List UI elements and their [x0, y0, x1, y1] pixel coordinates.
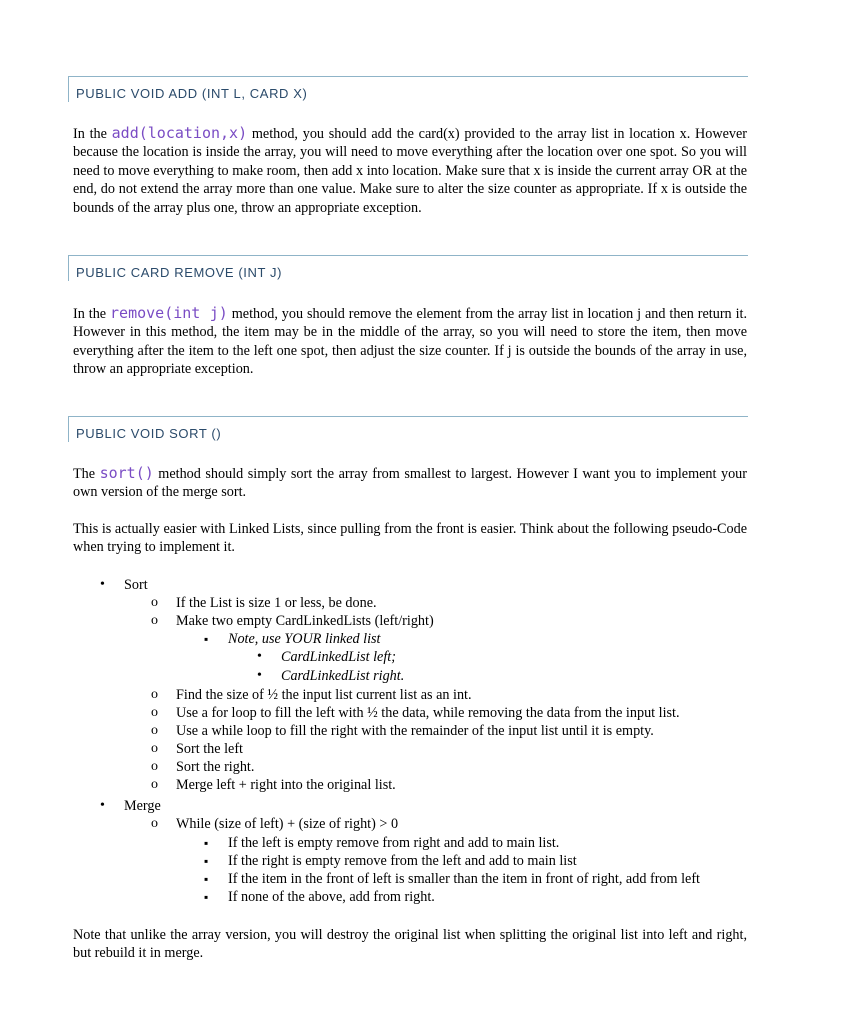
text: In the [73, 126, 112, 142]
text: method should simply sort the array from smallest to largest. However I want you to implement your own version of the merge sort. [73, 466, 748, 501]
section-heading-add [68, 76, 748, 102]
merge-item-2: If the right is empty remove from the left and add to main list [228, 853, 577, 869]
square-bullet: ▪ [204, 854, 209, 868]
heading-text: PUBLIC VOID SORT () [76, 426, 222, 441]
circle-bullet: o [151, 705, 158, 720]
square-bullet: ▪ [204, 836, 209, 850]
sort-item-3: Find the size of ½ the input list current list as an int. [176, 687, 472, 703]
section-heading-remove [68, 255, 748, 281]
sort-paragraph-1 [73, 464, 747, 502]
text: In the [73, 306, 111, 322]
square-bullet: ▪ [204, 632, 209, 646]
circle-bullet: o [151, 741, 158, 756]
merge-item-3: If the item in the front of left is smaller than the item in front of right, add from left [228, 871, 700, 887]
sort-right-decl: CardLinkedList right. [281, 668, 405, 684]
merge-item-1: If the left is empty remove from right and add to main list. [228, 835, 560, 851]
circle-bullet: o [151, 777, 158, 792]
merge-while: While (size of left) + (size of right) > 0 [176, 816, 399, 832]
circle-bullet: o [151, 723, 158, 738]
square-bullet: ▪ [204, 890, 209, 904]
heading-text: PUBLIC CARD REMOVE (INT J) [76, 265, 283, 280]
heading-text: PUBLIC VOID ADD (INT L, CARD X) [76, 86, 308, 101]
text: The [73, 466, 100, 482]
section-heading-sort [68, 416, 748, 442]
sort-note: Note, use YOUR linked list [228, 631, 381, 647]
circle-bullet: o [151, 595, 158, 610]
circle-bullet: o [151, 759, 158, 774]
merge-item-4: If none of the above, add from right. [228, 889, 435, 905]
sort-item-8: Merge left + right into the original list. [176, 777, 396, 793]
sort-left-decl: CardLinkedList left; [281, 649, 396, 665]
remove-paragraph [73, 304, 747, 379]
circle-bullet: o [151, 687, 158, 702]
code-sort: sort() [99, 464, 154, 482]
circle-bullet: o [151, 613, 158, 628]
sort-paragraph-2: This is actually easier with Linked Lists, since pulling from the front is easier. Think about the following pseudo-Code when trying to implement it. [73, 521, 747, 556]
circle-bullet: o [151, 816, 158, 831]
sort-item-4: Use a for loop to fill the left with ½ the data, while removing the data from the input list. [176, 705, 680, 721]
sort-item-7: Sort the right. [176, 759, 255, 775]
code-remove: remove(int j) [110, 304, 228, 322]
closing-paragraph: Note that unlike the array version, you will destroy the original list when splitting the original list into left and right, but rebuild it in merge. [73, 927, 747, 962]
text: method, you should remove the element from the array list in location j and then return it. However in this method, the item may be in the middle of the array, so you will need to store the item, then move everything after the item to the left one spot, then adjust the size counter. If j is outside the bounds of the array in use, throw an appropriate exception. [73, 306, 748, 378]
outline-sort-label: Sort [124, 577, 148, 593]
disc-bullet: • [100, 798, 105, 813]
sort-item-6: Sort the left [176, 741, 243, 757]
disc-bullet: • [257, 649, 262, 664]
outline-merge-label: Merge [124, 798, 161, 814]
square-bullet: ▪ [204, 872, 209, 886]
sort-item-1: If the List is size 1 or less, be done. [176, 595, 377, 611]
sort-item-5: Use a while loop to fill the right with the remainder of the input list until it is empty. [176, 723, 654, 739]
disc-bullet: • [100, 577, 105, 592]
text: method, you should add the card(x) provided to the array list in location x. However because the location is inside the array, you will need to move everything after the location over one spot. So you will need to move everything to make room, then add x into location. Make sure that x is inside the current array OR at the end, do not extend the array more than one value. Make sure to alter the size counter as appropriate. If x is outside the bounds of the array plus one, throw an appropriate exception. [73, 126, 747, 216]
code-add: add(location,x) [111, 124, 248, 142]
sort-item-2: Make two empty CardLinkedLists (left/right) [176, 613, 434, 629]
add-paragraph [73, 124, 747, 217]
disc-bullet: • [257, 668, 262, 683]
